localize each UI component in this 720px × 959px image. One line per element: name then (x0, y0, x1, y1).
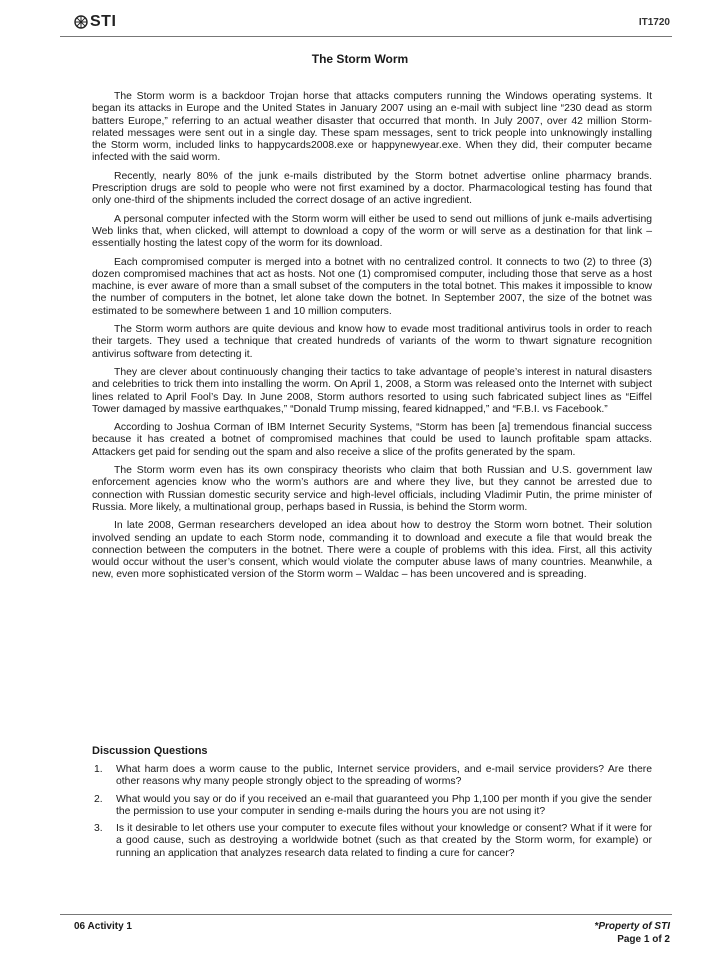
footer-activity-label: 06 Activity 1 (74, 921, 132, 932)
paragraph: Recently, nearly 80% of the junk e-mails distributed by the Storm botnet advertise online pharmacy brands. Prescription drugs are sold to people who were not first examined by a doctor. Pharmacological testing has found that only one-third of the shipments included the correct dosage of an active ingredient. (92, 170, 652, 207)
question-number: 3. (94, 823, 103, 835)
paragraph: Each compromised computer is merged into a botnet with no centralized control. It connects to two (2) to three (3) dozen compromised machines that act as hosts. Not one (1) compromised computer, including those that serve as a host machine, is ever aware of more than a small subset of the computers in the total botnet. This makes it impossible to know the number of computers in the botnet, let alone take down the botnet. In September 2007, the size of the botnet was estimated to be somewhere between 1 and 10 million computers. (92, 256, 652, 317)
question-item (92, 794, 652, 819)
paragraph: According to Joshua Corman of IBM Internet Security Systems, “Storm has been [a] tremendous financial success because it has created a botnet of compromised machines that could be used to launch profitable spam attacks. Attackers get paid for sending out the spam and also receive a slice of the profits generated by the spam. (92, 422, 652, 458)
property-notice: *Property of STI (594, 921, 670, 932)
paragraph: The Storm worm authors are quite devious and know how to evade most traditional antivirus tools in order to reach their targets. They used a technique that created hundreds of variants of the worm to thwart signature recognition antivirus software from detecting it. (92, 324, 652, 360)
question-text: Is it desirable to let others use your computer to execute files without your knowledge or consent? What if it were for a good cause, such as destroying a worldwide botnet (such as that created by the Storm worm, for example) or running an application that analyzes research data related to finding a cure for cancer? (116, 823, 652, 859)
footer-divider (60, 914, 672, 915)
discussion-questions (92, 764, 652, 865)
question-item (92, 823, 652, 860)
paragraph: The Storm worm is a backdoor Trojan horse that attacks computers running the Windows operating systems. It began its attacks in Europe and the United States in January 2007 using an e-mail with subject line “230 dead as storm batters Europe,” referring to an actual weather disaster that occurred that month. In July 2007, over 42 million Storm-related messages were sent out in a single day. These spam messages, sent to trick people into unknowingly installing the Storm worm, included links to happycards2008.exe or happynewyear.exe. When they did, their computer became infected with the said worm. (92, 91, 652, 164)
paragraph: The Storm worm even has its own conspiracy theorists who claim that both Russian and U.S. government law enforcement agencies know who the worm’s authors are and where they live, but they cannot be arrested due to connection with Russian domestic security service and high-level officials, including Vladimir Putin, the prime minister of Russia. More likely, a multinational group, perhaps based in Russia, is behind the Storm worm. (92, 465, 652, 513)
discussion-heading: Discussion Questions (92, 745, 208, 757)
question-text: What harm does a worm cause to the public, Internet service providers, and e-mail service providers? Are there other reasons why many people strongly object to the spreading of worms? (116, 764, 652, 788)
question-number: 1. (94, 764, 103, 775)
paragraph: In late 2008, German researchers developed an idea about how to destroy the Storm worn botnet. Their solution involved sending an update to each Storm node, commanding it to download and execute a file that would break the connection between the computers in the botnet. There were a couple of problems with this idea. First, all this activity would occur without the user’s consent, which would violate the computer abuse laws of many countries. Meanwhile, a new, even more sophisticated version of the Storm worm – Waldac – has been uncovered and is spreading. (92, 520, 652, 581)
logo-text: STI (90, 13, 117, 30)
sti-logo-icon (74, 15, 88, 29)
question-item (92, 764, 652, 789)
header-divider (60, 36, 672, 37)
question-text: What would you say or do if you received an e-mail that guaranteed you Php 1,100 per month if you give the sender the permission to use your computer in sending e-mails during the hours you are not using it? (116, 793, 652, 817)
footer-right (594, 920, 670, 946)
paragraph: A personal computer infected with the Storm worm will either be used to send out millions of junk e-mails advertising Web links that, when clicked, will attempt to download a copy of the worm or will serve as a destination for that link – essentially hosting the latest copy of the worm for its download. (92, 213, 652, 250)
paragraph: They are clever about continuously changing their tactics to take advantage of people’s interest in natural disasters and celebrities to trick them into installing the worm. On April 1, 2008, a Storm was released onto the Internet with subject lines related to April Fool’s Day. In June 2008, Storm authors resorted to using such fabricated subject lines as “Eiffel Tower damaged by massive earthquakes,” “Donald Trump missing, feared kidnapped,” and “F.B.I. vs Facebook.” (92, 366, 652, 415)
article-body (92, 91, 652, 588)
document-code: IT1720 (638, 17, 670, 28)
page-title: The Storm Worm (311, 52, 409, 66)
page-number: Page 1 of 2 (617, 934, 670, 945)
sti-logo (74, 13, 116, 31)
question-number: 2. (94, 793, 103, 805)
